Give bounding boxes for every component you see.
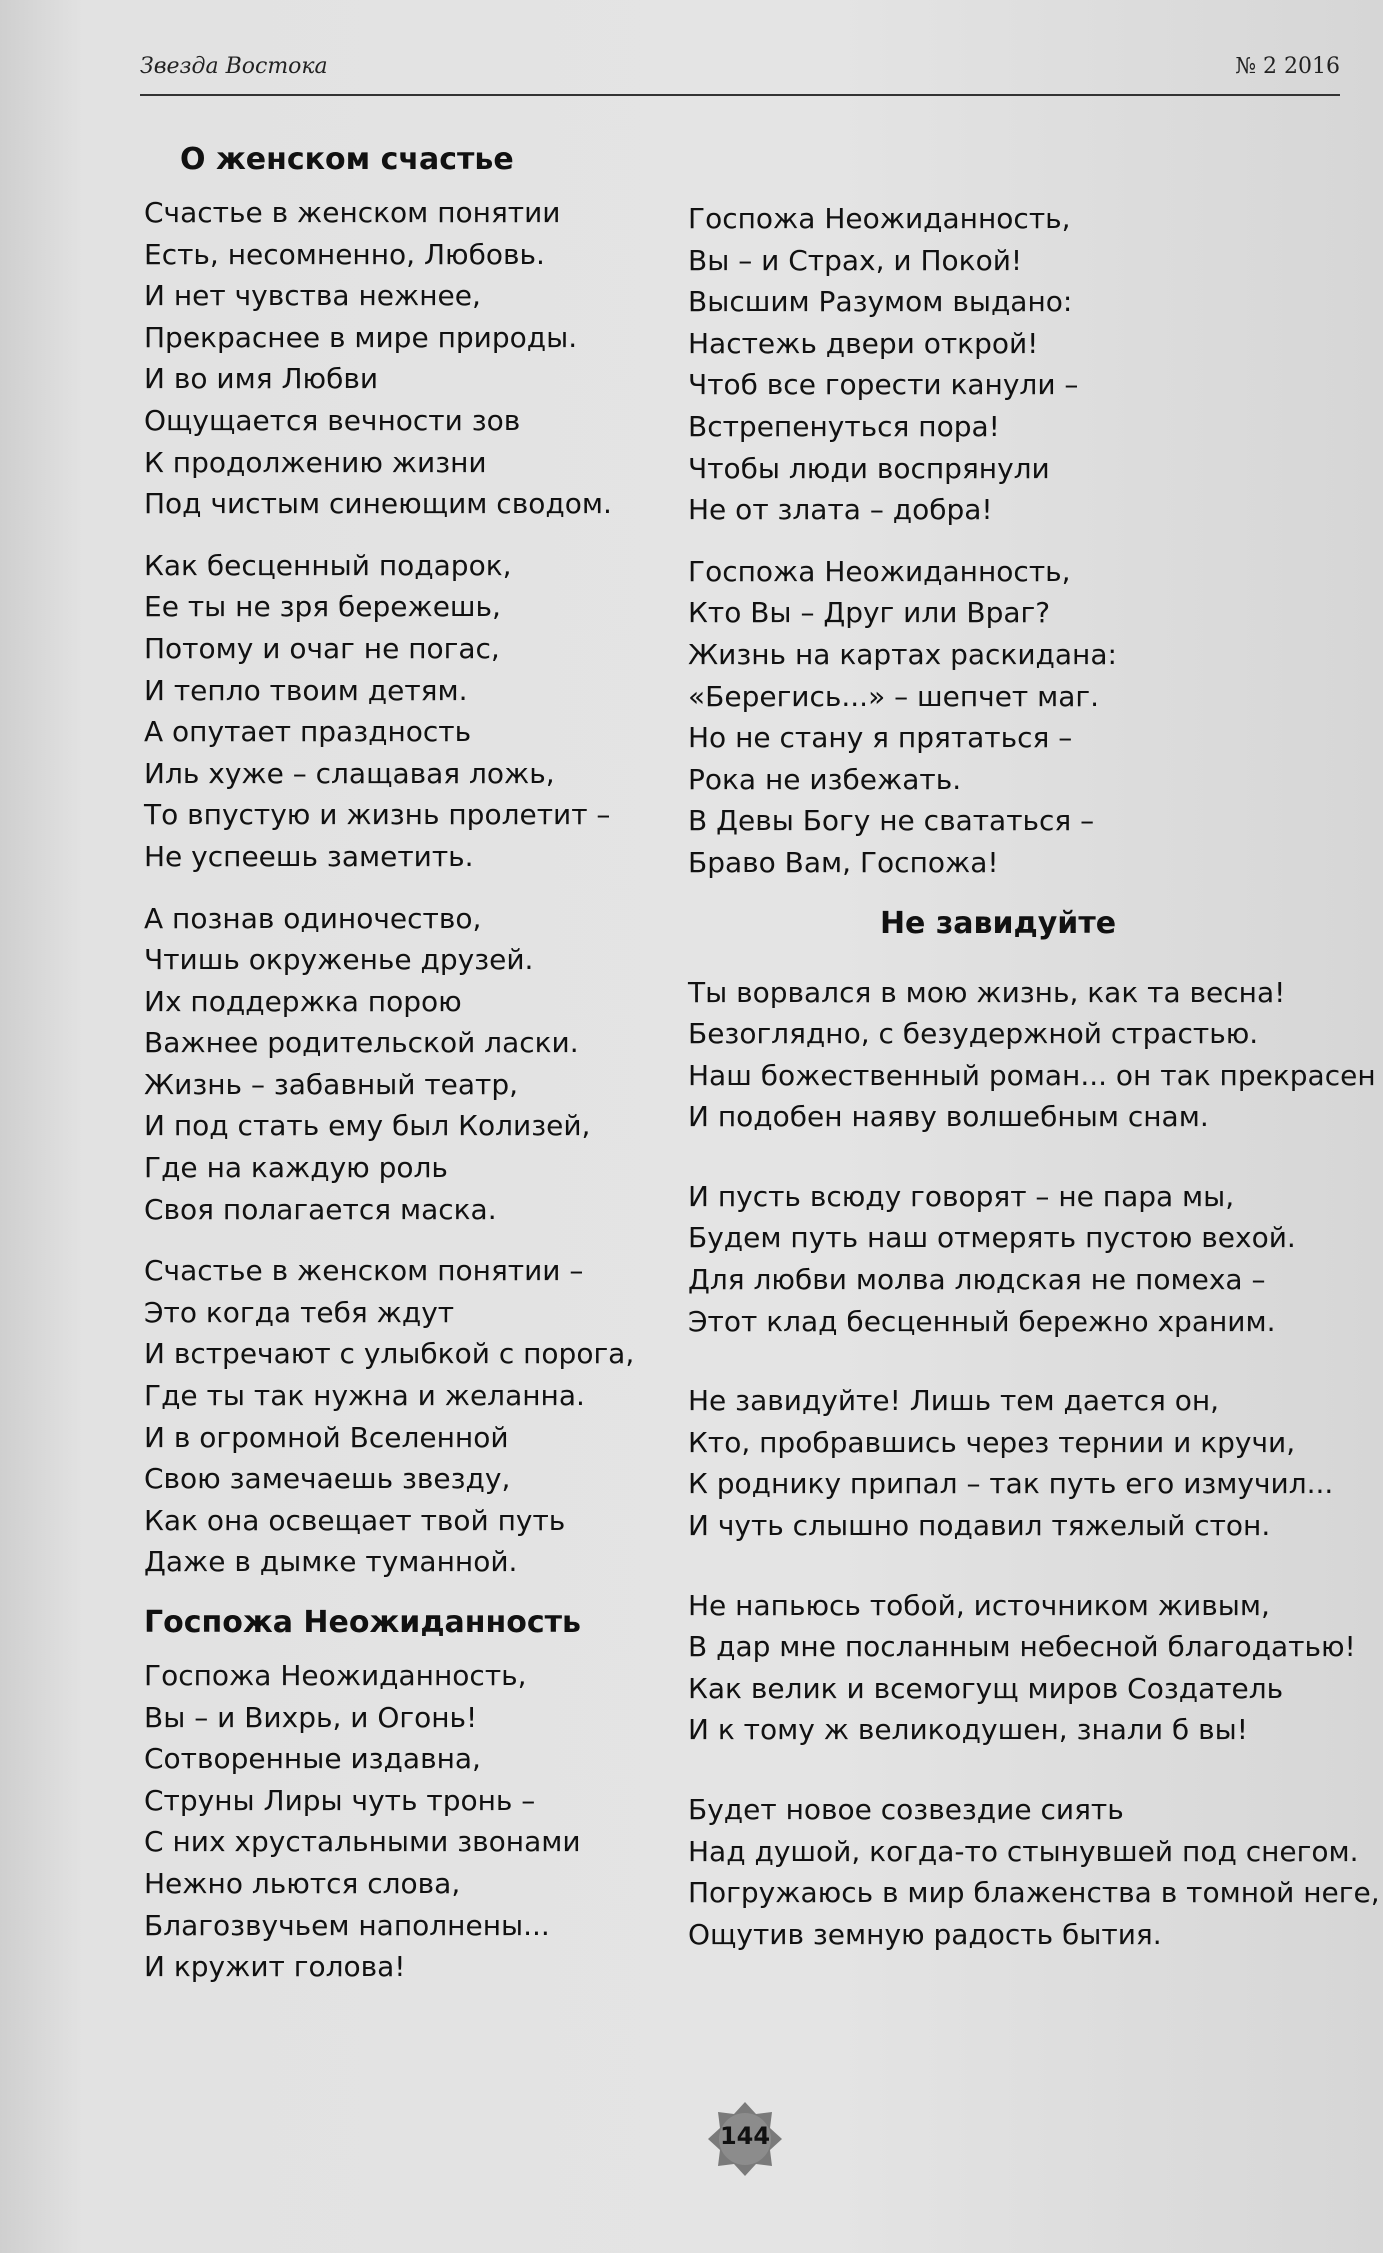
- poem-line: Потому и очаг не погас,: [144, 631, 500, 665]
- stanza: [144, 192, 674, 525]
- journal-title: Звезда Востока: [140, 54, 328, 79]
- poem-line: С них хрустальными звонами: [144, 1825, 581, 1859]
- poem-line: И тепло твоим детям.: [144, 673, 468, 707]
- page-number-badge: [706, 2100, 784, 2178]
- poem-line: Будем путь наш отмерять пустою вехой.: [688, 1221, 1296, 1255]
- poem-title-3: Не завидуйте: [879, 905, 1117, 941]
- poem-line: Ее ты не зря бережешь,: [144, 590, 501, 624]
- poem-line: Где ты так нужна и желанна.: [144, 1379, 585, 1413]
- poem-line: Как велик и всемогущ миров Создатель: [688, 1671, 1284, 1705]
- poem-line: И подобен наяву волшебным снам.: [688, 1100, 1209, 1134]
- page-number: 144: [719, 2122, 771, 2150]
- poem-line: Будет новое созвездие сиять: [688, 1793, 1124, 1826]
- poem-line: Для любви молва людская не помеха –: [688, 1263, 1266, 1297]
- poem-line: И пусть всюду говорят – не пара мы,: [688, 1179, 1235, 1213]
- stanza: [688, 1380, 1348, 1546]
- poem-line: А опутает праздность: [144, 715, 472, 749]
- poem-line: И нет чувства нежнее,: [144, 279, 481, 313]
- poem-line: Есть, несомненно, Любовь.: [144, 237, 545, 271]
- stanza: [688, 1585, 1356, 1751]
- poem-line: Важнее родительской ласки.: [144, 1026, 579, 1060]
- poem-line: Ты ворвался в мою жизнь, как та весна!: [688, 975, 1286, 1009]
- poem-line: Браво Вам, Госпожа!: [688, 845, 999, 879]
- running-header: [140, 50, 1340, 96]
- poem-line: И в огромной Вселенной: [144, 1420, 509, 1454]
- poem-line: Над душой, когда-то стынувшей под снегом.: [688, 1834, 1359, 1868]
- poem-2-body: [144, 1655, 674, 1988]
- poem-line: А познав одиночество,: [144, 901, 482, 935]
- stanza: [688, 972, 1376, 1138]
- poem-line: Под чистым синеющим сводом.: [144, 487, 612, 521]
- poem-line: Даже в дымке туманной.: [144, 1545, 518, 1579]
- poem-line: Благозвучьем наполнены...: [144, 1908, 550, 1942]
- poem-line: Госпожа Неожиданность,: [688, 202, 1071, 235]
- poem-line: Где на каждую роль: [144, 1151, 448, 1185]
- poem-line: И чуть слышно подавил тяжелый стон.: [688, 1509, 1271, 1543]
- poem-2-continued-body: [688, 198, 1348, 884]
- poem-line: Рока не избежать.: [688, 762, 962, 796]
- poem-line: Жизнь – забавный театр,: [144, 1067, 519, 1101]
- poem-line: И встречают с улыбкой с порога,: [144, 1337, 635, 1371]
- issue-number: № 2 2016: [1235, 54, 1340, 79]
- poem-line: Не от злата – добра!: [688, 493, 993, 527]
- stanza: [144, 545, 674, 878]
- poem-line: Встрепенуться пора!: [688, 409, 1000, 443]
- poem-line: Кто, пробравшись через тернии и кручи,: [688, 1425, 1296, 1459]
- right-column: [688, 198, 1380, 1993]
- poem-line: Не напьюсь тобой, источником живым,: [688, 1588, 1270, 1622]
- poem-line: Кто Вы – Друг или Враг?: [688, 596, 1051, 630]
- poem-line: Наш божественный роман... он так прекрасен: [688, 1058, 1376, 1092]
- poem-line: Госпожа Неожиданность,: [688, 554, 1071, 588]
- poem-line: И во имя Любви: [144, 362, 379, 396]
- poem-line: Не завидуйте! Лишь тем дается он,: [688, 1384, 1220, 1418]
- poem-line: Жизнь на картах раскидана:: [688, 637, 1117, 671]
- poem-title-1: О женском счастье: [180, 142, 514, 177]
- poem-line: Вы – и Вихрь, и Огонь!: [144, 1700, 478, 1734]
- poem-line: Как она освещает твой путь: [144, 1503, 566, 1537]
- poem-3-body: [688, 972, 1380, 1956]
- stanza: [688, 1176, 1348, 1342]
- poem-line: К продолжению жизни: [144, 445, 487, 479]
- poem-line: Погружаюсь в мир блаженства в томной неге,: [688, 1876, 1380, 1910]
- poem-title-2: Госпожа Неожиданность: [144, 1605, 582, 1640]
- poem-line: Чтоб все горести канули –: [688, 368, 1079, 402]
- poem-line: Счастье в женском понятии: [144, 196, 561, 229]
- left-column: [144, 140, 674, 2008]
- poem-line: Прекраснее в мире природы.: [144, 320, 578, 354]
- poem-line: Но не стану я прятаться –: [688, 721, 1073, 755]
- poem-line: Чтобы люди воспрянули: [688, 451, 1050, 485]
- poem-line: То впустую и жизнь пролетит –: [144, 798, 611, 832]
- poem-line: Ощутив земную радость бытия.: [688, 1917, 1162, 1951]
- poem-line: Их поддержка порою: [144, 984, 462, 1018]
- poem-line: Этот клад бесценный бережно храним.: [688, 1304, 1276, 1338]
- poem-line: Вы – и Страх, и Покой!: [688, 243, 1023, 277]
- poem-line: Иль хуже – слащавая ложь,: [144, 756, 555, 790]
- poem-line: В дар мне посланным небесной благодатью!: [688, 1630, 1356, 1664]
- poem-line: В Девы Богу не свататься –: [688, 804, 1095, 838]
- poem-line: Чтишь окруженье друзей.: [144, 943, 534, 977]
- poem-line: Госпожа Неожиданность,: [144, 1659, 527, 1692]
- stanza: [688, 1789, 1380, 1955]
- poem-1-body: [144, 192, 674, 1583]
- poem-line: Счастье в женском понятии –: [144, 1254, 584, 1288]
- stanza: [144, 898, 674, 1231]
- stanza: [688, 198, 1348, 531]
- poem-line: Ощущается вечности зов: [144, 403, 521, 437]
- stanza: [144, 1250, 674, 1583]
- poem-line: Высшим Разумом выдано:: [688, 285, 1073, 319]
- poem-line: Струны Лиры чуть тронь –: [144, 1783, 536, 1817]
- poem-line: Нежно льются слова,: [144, 1866, 461, 1900]
- poem-line: И кружит голова!: [144, 1950, 406, 1984]
- poem-line: Не успеешь заметить.: [144, 839, 474, 873]
- stanza: [688, 551, 1348, 884]
- poem-line: И под стать ему был Колизей,: [144, 1109, 591, 1143]
- poem-line: И к тому ж великодушен, знали б вы!: [688, 1713, 1248, 1747]
- stanza: [144, 1655, 674, 1988]
- poem-line: К роднику припал – так путь его измучил...: [688, 1467, 1334, 1501]
- poem-line: Своя полагается маска.: [144, 1192, 497, 1226]
- poem-line: Безоглядно, с безудержной страстью.: [688, 1017, 1259, 1051]
- poem-line: Свою замечаешь звезду,: [144, 1462, 511, 1496]
- poem-line: Как бесценный подарок,: [144, 548, 512, 582]
- poem-line: Это когда тебя ждут: [144, 1295, 455, 1329]
- poem-line: Настежь двери открой!: [688, 326, 1039, 360]
- poem-line: Сотворенные издавна,: [144, 1742, 481, 1776]
- poem-line: «Берегись...» – шепчет маг.: [688, 679, 1100, 713]
